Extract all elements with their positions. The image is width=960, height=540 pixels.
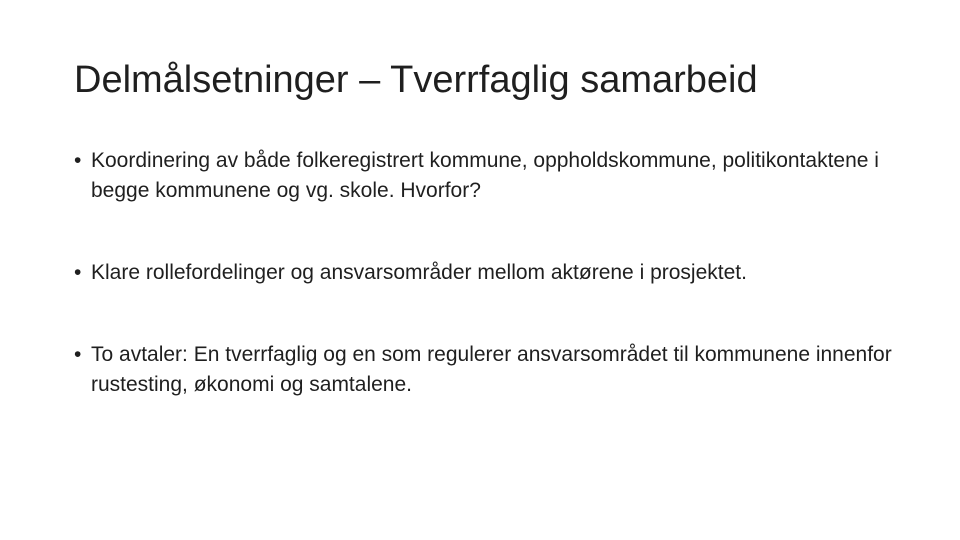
bullet-dot-icon: • (74, 261, 82, 284)
bullet-text: To avtaler: En tverrfaglig og en som regulerer ansvarsområdet til kommunene innenfor rustesting, økonomi og samtalene. (91, 343, 892, 396)
bullet-text: Klare rollefordelinger og ansvarsområder mellom aktørene i prosjektet. (91, 261, 747, 284)
bullet-dot-icon: • (74, 149, 82, 172)
bullet-list (74, 146, 894, 400)
bullet-item (74, 146, 894, 206)
bullet-item (74, 340, 894, 400)
bullet-item (74, 258, 894, 288)
bullet-text: Koordinering av både folkeregistrert kommune, oppholdskommune, politikontaktene i begge kommunene og vg. skole. Hvorfor? (91, 149, 879, 202)
slide-title: Delmålsetninger – Tverrfaglig samarbeid (74, 59, 758, 101)
bullet-dot-icon: • (74, 343, 82, 366)
